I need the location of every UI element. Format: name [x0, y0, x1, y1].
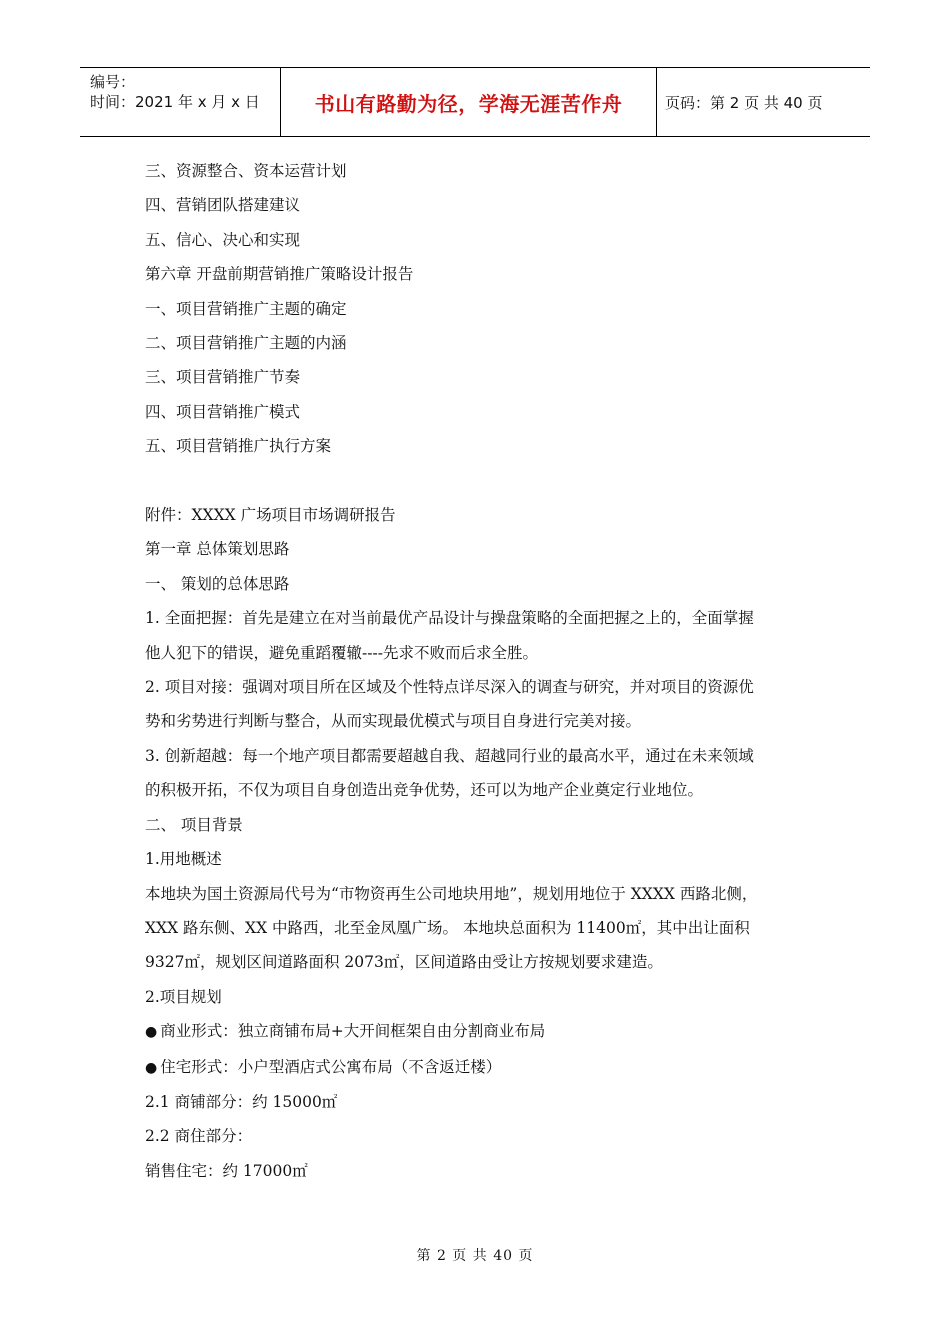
header-divider — [656, 68, 657, 136]
chapter-heading: 第一章 总体策划思路 — [145, 540, 290, 559]
paragraph-line: 9327㎡，规划区间道路面积 2073㎡，区间道路由受让方按规划要求建造。 — [145, 953, 663, 972]
page-header — [80, 67, 870, 137]
paragraph-line: 他人犯下的错误，避免重蹈覆辙----先求不败而后求全胜。 — [145, 643, 538, 662]
section-heading: 二、 项目背景 — [145, 815, 243, 834]
paragraph-line: 1. 全面把握：首先是建立在对当前最优产品设计与操盘策略的全面把握之上的，全面掌握 — [145, 609, 754, 628]
subsection-heading: 2.项目规划 — [145, 987, 222, 1006]
text-line: 一、项目营销推广主题的确定 — [145, 299, 347, 318]
bullet-item: ● 住宅形式：小户型酒店式公寓布局（不含返迁楼） — [145, 1050, 825, 1085]
text-line: 三、项目营销推广节奏 — [145, 368, 301, 387]
paragraph-line: 2. 项目对接：强调对项目所在区域及个性特点详尽深入的调查与研究，并对项目的资源优 — [145, 678, 754, 697]
text-line: 五、项目营销推广执行方案 — [145, 437, 332, 456]
paragraph-line: 本地块为国土资源局代号为“市物资再生公司地块用地”，规划用地位于 XXXX 西路北侧， — [145, 884, 758, 903]
text-line: 2.2 商住部分： — [145, 1127, 253, 1146]
subsection-heading: 1.用地概述 — [145, 850, 222, 869]
appendix-title: 附件：XXXX 广场项目市场调研报告 — [145, 506, 396, 525]
text-line: 二、项目营销推广主题的内涵 — [145, 334, 347, 353]
header-meta — [90, 72, 260, 112]
text-line: 2.1 商铺部分：约 15000㎡ — [145, 1092, 338, 1111]
document-body — [145, 154, 825, 1188]
text-line: 三、资源整合、资本运营计划 — [145, 162, 347, 180]
paragraph-line: 3. 创新超越：每一个地产项目都需要超越自我、超越同行业的最高水平，通过在未来领域 — [145, 746, 754, 765]
page-footer: 第 2 页 共 40 页 — [416, 1248, 534, 1264]
text-line: 销售住宅：约 17000㎡ — [145, 1161, 308, 1180]
blank-line — [145, 464, 825, 498]
time-label: 时间：2021 年 x 月 x 日 — [90, 93, 260, 111]
text-line: 五、信心、决心和实现 — [145, 230, 301, 249]
bullet-item: ● 商业形式：独立商铺布局+大开间框架自由分割商业布局 — [145, 1014, 825, 1049]
paragraph-line: 势和劣势进行判断与整合，从而实现最优模式与项目自身进行完美对接。 — [145, 712, 642, 731]
text-line: 四、营销团队搭建建议 — [145, 196, 301, 215]
paragraph-line: XXX 路东侧、XX 中路西，北至金凤凰广场。 本地块总面积为 11400㎡，其中出让面积 — [145, 918, 750, 937]
paragraph-line: 的积极开拓，不仅为项目自身创造出竞争优势，还可以为地产企业奠定行业地位。 — [145, 781, 704, 800]
section-heading: 一、 策划的总体思路 — [145, 574, 290, 593]
header-page-info: 页码：第 2 页 共 40 页 — [665, 93, 823, 112]
chapter-heading: 第六章 开盘前期营销推广策略设计报告 — [145, 265, 414, 284]
number-label: 编号： — [90, 73, 136, 91]
text-line: 四、项目营销推广模式 — [145, 402, 301, 421]
header-motto: 书山有路勤为径，学海无涯苦作舟 — [314, 91, 623, 116]
